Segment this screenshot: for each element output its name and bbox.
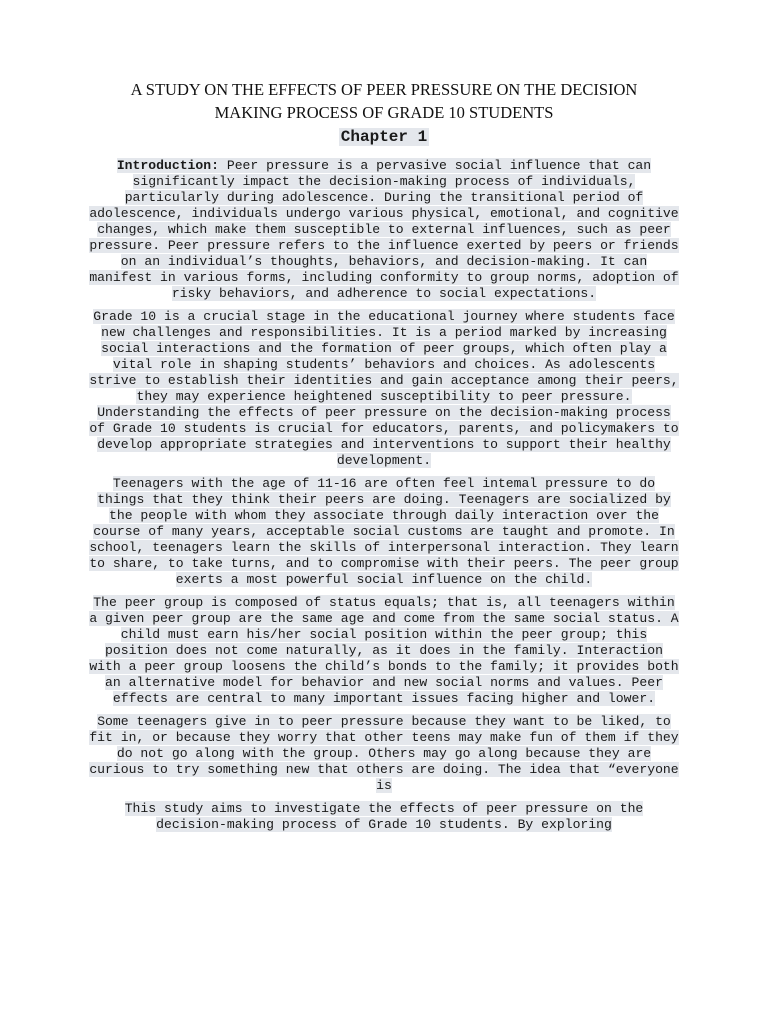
paragraph-introduction: [88, 158, 680, 302]
paragraph-text: Teenagers with the age of 11-16 are often feel intemal pressure to do things that they think their peers are doing. Teenagers are socialized by the people with whom they associate through daily interaction over the course of many years, acceptable social customs are taught and promote. In school, teenagers learn the skills of interpersonal interaction. They learn to share, to take turns, and to compromise with their peers. The peer group exerts a most powerful social influence on the child.: [89, 476, 679, 587]
paragraph-text: The peer group is composed of status equals; that is, all teenagers within a given peer group are the same age and come from the same social status. A child must earn his/her social position within the peer group; this position does not come naturally, as it does in the family. Interaction with a peer group loosens the child’s bonds to the family; it provides both an alternative model for behavior and new social norms and values. Peer effects are central to many important issues facing higher and lower.: [89, 595, 679, 706]
paragraph-peer-group: [88, 595, 680, 707]
introduction-text: Peer pressure is a pervasive social influence that can significantly impact the decision-making process of individuals, particularly during adolescence. During the transitional period of adolescence, individuals undergo various physical, emotional, and cognitive changes, which make them susceptible to external influences, such as peer pressure. Peer pressure refers to the influence exerted by peers or friends on an individual’s thoughts, behaviors, and decision-making. It can manifest in various forms, including conformity to group norms, adoption of risky behaviors, and adherence to social expectations.: [89, 158, 679, 301]
title-line-1: A STUDY ON THE EFFECTS OF PEER PRESSURE ON THE DECISION: [130, 80, 638, 99]
paragraph-teenagers-age: [88, 476, 680, 588]
introduction-label: Introduction:: [116, 158, 219, 173]
chapter-heading: [88, 126, 680, 148]
paragraph-give-in: [88, 714, 680, 794]
chapter-label: Chapter 1: [340, 128, 428, 146]
paragraph-text: Some teenagers give in to peer pressure because they want to be liked, to fit in, or because they worry that other teens may make fun of them if they do not go along with the group. Others may go along because they are curious to try something new that others are doing. The idea that “everyone is: [89, 714, 679, 793]
paragraph-text: This study aims to investigate the effects of peer pressure on the decision-making process of Grade 10 students. By exploring: [124, 801, 644, 832]
document-title: [88, 78, 680, 124]
paragraph-text: Grade 10 is a crucial stage in the educational journey where students face new challenges and responsibilities. It is a period marked by increasing social interactions and the formation of peer groups, which often play a vital role in shaping students’ behaviors and choices. As adolescents strive to establish their identities and gain acceptance among their peers, they may experience heightened susceptibility to peer pressure. Understanding the effects of peer pressure on the decision-making process of Grade 10 students is crucial for educators, parents, and policymakers to develop appropriate strategies and interventions to support their healthy development.: [89, 309, 679, 468]
paragraph-grade-10: [88, 309, 680, 469]
paragraph-study-aims: [88, 801, 680, 833]
title-line-2: MAKING PROCESS OF GRADE 10 STUDENTS: [214, 103, 554, 122]
